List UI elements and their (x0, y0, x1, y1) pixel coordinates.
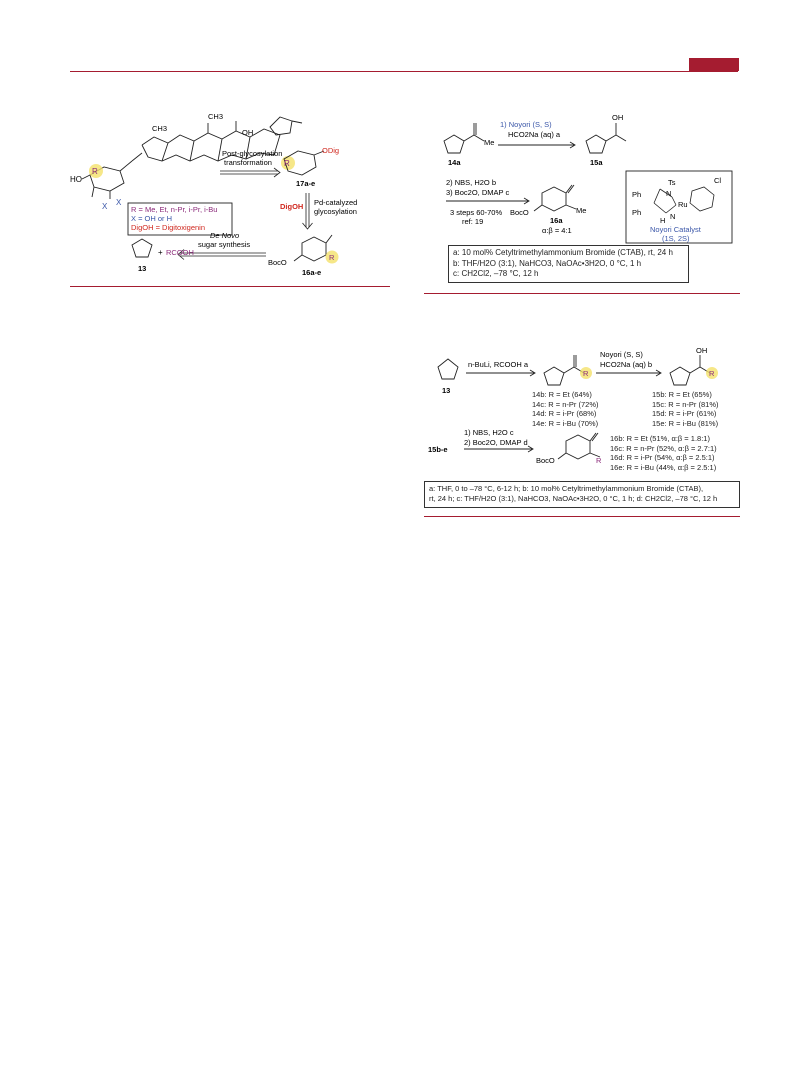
cat-ph2: Ph (632, 208, 642, 217)
sugar-r-label: R (92, 167, 98, 176)
boco-rt: BocO (510, 208, 529, 217)
rb-step-b1: Noyori (S, S) (600, 350, 643, 359)
boco-left: BocO (268, 258, 287, 267)
x-label-1: X (102, 202, 108, 211)
arrow-top-line1: Post-glycosylation (222, 149, 283, 158)
rt-conditions-box (448, 245, 689, 283)
ch3-label-b: CH3 (208, 112, 224, 121)
cmpd-16: 16a-e (302, 268, 322, 277)
cmpd-13-left: 13 (138, 264, 147, 273)
rt-step2: 2) NBS, H2O b (446, 178, 497, 187)
yield-14e: 14e: R = i-Bu (70%) (532, 418, 599, 428)
yield-16b: 16b: R = Et (51%, α:β = 1.8:1) (610, 434, 710, 443)
header-tab (689, 58, 739, 71)
cat-n2: N (670, 212, 676, 221)
catalyst-label: Noyori Catalyst (650, 225, 701, 234)
me-16a: Me (576, 206, 587, 215)
cmpd-15a: 15a (590, 158, 603, 167)
oh-15a: OH (612, 113, 624, 122)
left-scheme-rule (70, 286, 390, 287)
sugar16-r: R (329, 253, 335, 262)
cat-ts: Ts (668, 178, 676, 187)
cat-h: H (660, 216, 666, 225)
rt-condition-a: a: 10 mol% Cetyltrimethylammonium Bromide (CTAB), rt, 24 h (453, 248, 673, 257)
cmpd-15be: 15b-e (428, 445, 448, 454)
yields-16-list (610, 434, 717, 472)
rt-condition-c: c: CH2Cl2, –78 °C, 12 h (453, 269, 539, 278)
rb-step-c: 1) NBS, H2O c (464, 428, 514, 437)
yields-14-list (532, 390, 598, 428)
rt-steps: 3 steps 60-70% (450, 208, 503, 217)
rcooh-label: RCOOH (166, 248, 194, 257)
cmpd-14a: 14a (448, 158, 461, 167)
yield-14b: 14b: R = Et (64%) (532, 390, 592, 399)
yield-15e: 15e: R = i-Bu (81%) (652, 418, 719, 428)
rb-condition-line1: a: THF, 0 to –78 °C, 6-12 h; b: 10 mol% Cetyltrimethylammonium Bromide (CTAB), (429, 484, 704, 493)
rt-condition-b: b: THF/H2O (3:1), NaHCO3, NaOAc•3H2O, 0 °C, 1 h (453, 258, 642, 268)
plus-sign: + (158, 248, 163, 257)
rb-step-a: n-BuLi, RCOOH a (468, 360, 529, 369)
right-bottom-rule (424, 516, 740, 517)
rt-step3: 3) Boc2O, DMAP c (446, 188, 510, 197)
yield-15d: 15d: R = i-Pr (61%) (652, 409, 717, 418)
cat-ru: Ru (678, 200, 688, 209)
rb-r3: R (596, 456, 602, 465)
boco-rb: BocO (536, 456, 555, 465)
yield-16d: 16d: R = i-Pr (54%, α:β = 2.5:1) (610, 453, 715, 462)
right-top-rule (424, 293, 740, 294)
yield-15c: 15c: R = n-Pr (81%) (652, 399, 719, 409)
yield-14c: 14c: R = n-Pr (72%) (532, 399, 599, 409)
rb-condition-line2: rt, 24 h; c: THF/H2O (3:1), NaHCO3, NaOAc•3H2O, 0 °C, 1 h; d: CH2Cl2, –78 °C, 12 h (429, 494, 718, 503)
rt-step1-line2: HCO2Na (aq) a (508, 130, 561, 139)
yield-16c: 16c: R = n-Pr (52%, α:β = 2.7:1) (610, 443, 717, 453)
legend-dig: DigOH = Digitoxigenin (131, 223, 205, 232)
me-14a: Me (484, 138, 495, 147)
yield-14d: 14d: R = i-Pr (68%) (532, 409, 597, 418)
cmpd-17: 17a-e (296, 179, 316, 188)
digoh-label: DigOH (280, 202, 304, 211)
legend-r: R = Me, Et, n-Pr, i-Pr, i-Bu (131, 205, 218, 214)
cmpd-13-right: 13 (442, 386, 451, 395)
rb-r2: R (709, 369, 715, 378)
left-scheme (70, 105, 390, 290)
catalyst-config: (1S, 2S) (662, 234, 690, 243)
rb-oh: OH (696, 346, 708, 355)
sugar17-r: R (284, 159, 290, 168)
oh-label: OH (242, 128, 254, 137)
rt-ref: ref: 19 (462, 217, 484, 226)
cat-cl: Cl (714, 176, 722, 185)
pd-line1: Pd-catalyzed (314, 198, 358, 207)
yield-15b: 15b: R = Et (65%) (652, 390, 712, 399)
yield-16e: 16e: R = i-Bu (44%, α:β = 2.5:1) (610, 462, 717, 472)
denovo-line1: De Novo (210, 231, 240, 240)
rb-conditions-box (424, 481, 740, 508)
ho-label: HO (70, 175, 82, 184)
cat-n1: N (666, 189, 672, 198)
rb-step-d: 2) Boc2O, DMAP d (464, 438, 528, 447)
denovo-line2: sugar synthesis (198, 240, 251, 249)
header-rule (70, 71, 738, 72)
rb-step-b2: HCO2Na (aq) b (600, 360, 653, 369)
ch3-label-a: CH3 (152, 124, 168, 133)
rb-r1: R (583, 369, 589, 378)
yields-15-list (652, 390, 718, 428)
cmpd-16a: 16a (550, 216, 563, 225)
x-label-2: X (116, 198, 122, 207)
arrow-top-line2: transformation (224, 158, 272, 167)
rt-step1-line1: 1) Noyori (S, S) (500, 120, 552, 129)
legend-x: X = OH or H (131, 214, 173, 223)
odig-label: ODig (322, 146, 340, 155)
cat-ph1: Ph (632, 190, 642, 199)
ratio-16a: α:β = 4:1 (542, 226, 572, 235)
pd-line2: glycosylation (314, 207, 357, 216)
